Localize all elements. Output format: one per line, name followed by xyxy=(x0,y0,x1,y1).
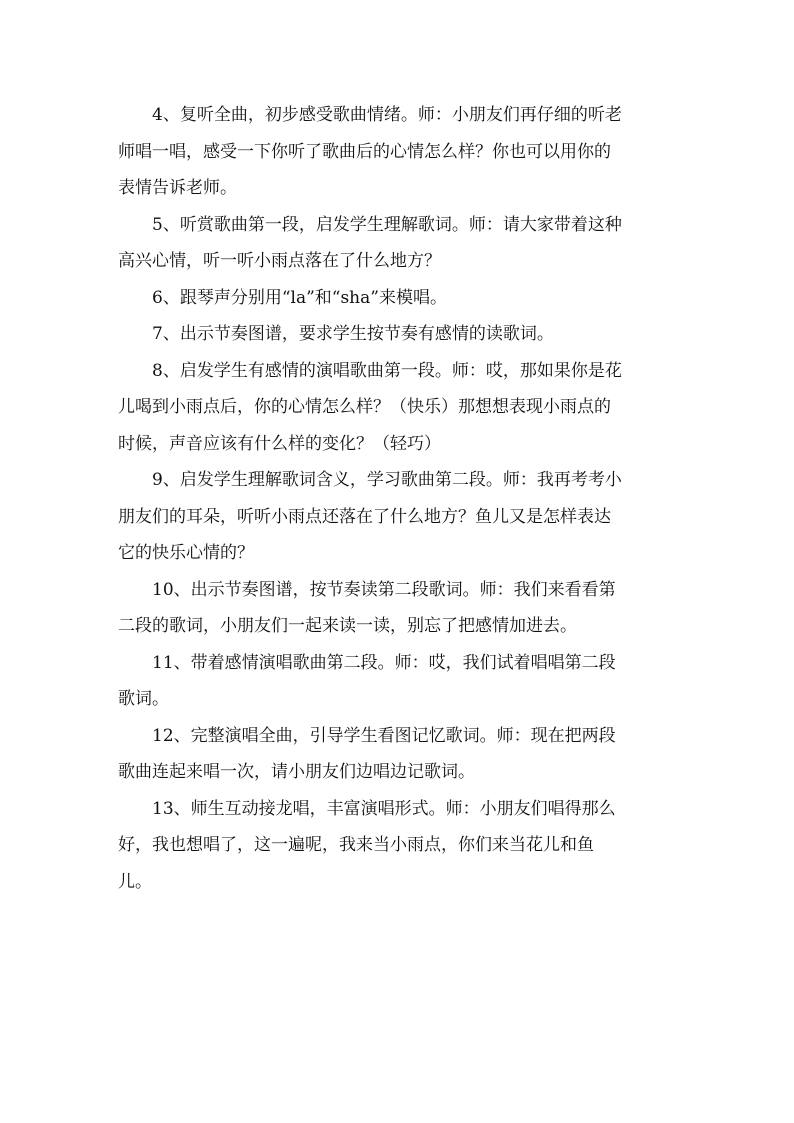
paragraph-line: 师唱一唱，感受一下你听了歌曲后的心情怎么样？你也可以用你的 xyxy=(118,141,611,162)
paragraph-line: 高兴心情，听一听小雨点落在了什么地方？ xyxy=(118,251,441,271)
paragraph-line: 11、带着感情演唱歌曲第二段。师：哎，我们试着唱唱第二段 xyxy=(152,652,616,673)
paragraph-line: 9、启发学生理解歌词含义，学习歌曲第二段。师：我再考考小 xyxy=(152,470,622,490)
paragraph-step-4 xyxy=(118,97,678,207)
paragraph-step-9 xyxy=(118,462,678,572)
paragraph-step-7 xyxy=(118,316,678,353)
paragraph-line: 5、听赏歌曲第一段，启发学生理解歌词。师：请大家带着这种 xyxy=(152,214,622,235)
document-body xyxy=(118,97,678,900)
paragraph-step-5 xyxy=(118,207,678,280)
paragraph-step-13 xyxy=(118,791,678,901)
paragraph-line: 时候，声音应该有什么样的变化？（轻巧） xyxy=(118,433,441,454)
paragraph-line: 歌词。 xyxy=(118,689,169,709)
paragraph-step-6 xyxy=(118,280,678,317)
paragraph-line: 8、启发学生有感情的演唱歌曲第一段。师：哎，那如果你是花 xyxy=(152,360,622,381)
paragraph-line: 表情告诉老师。 xyxy=(118,178,237,198)
paragraph-line: 儿。 xyxy=(118,871,152,892)
paragraph-line: 12、完整演唱全曲，引导学生看图记忆歌词。师：现在把两段 xyxy=(152,725,616,746)
paragraph-step-11 xyxy=(118,645,678,718)
paragraph-line: 它的快乐心情的？ xyxy=(118,543,254,563)
paragraph-line: 歌曲连起来唱一次，请小朋友们边唱边记歌词。 xyxy=(118,762,475,782)
paragraph-line: 4、复听全曲，初步感受歌曲情绪。师：小朋友们再仔细的听老 xyxy=(152,105,622,125)
paragraph-line: 6、跟琴声分别用“la”和“sha”来模唱。 xyxy=(152,287,447,308)
paragraph-step-12 xyxy=(118,718,678,791)
paragraph-step-10 xyxy=(118,572,678,645)
paragraph-step-8 xyxy=(118,353,678,463)
paragraph-line: 7、出示节奏图谱，要求学生按节奏有感情的读歌词。 xyxy=(152,324,554,344)
paragraph-line: 二段的歌词，小朋友们一起来读一读，别忘了把感情加进去。 xyxy=(118,616,577,636)
paragraph-line: 朋友们的耳朵，听听小雨点还落在了什么地方？鱼儿又是怎样表达 xyxy=(118,506,611,527)
paragraph-line: 好，我也想唱了，这一遍呢，我来当小雨点，你们来当花儿和鱼 xyxy=(118,835,594,855)
paragraph-line: 10、出示节奏图谱，按节奏读第二段歌词。师：我们来看看第 xyxy=(152,579,616,600)
paragraph-line: 儿喝到小雨点后，你的心情怎么样？（快乐）那想想表现小雨点的 xyxy=(118,397,611,417)
paragraph-line: 13、师生互动接龙唱，丰富演唱形式。师：小朋友们唱得那么 xyxy=(152,798,616,819)
